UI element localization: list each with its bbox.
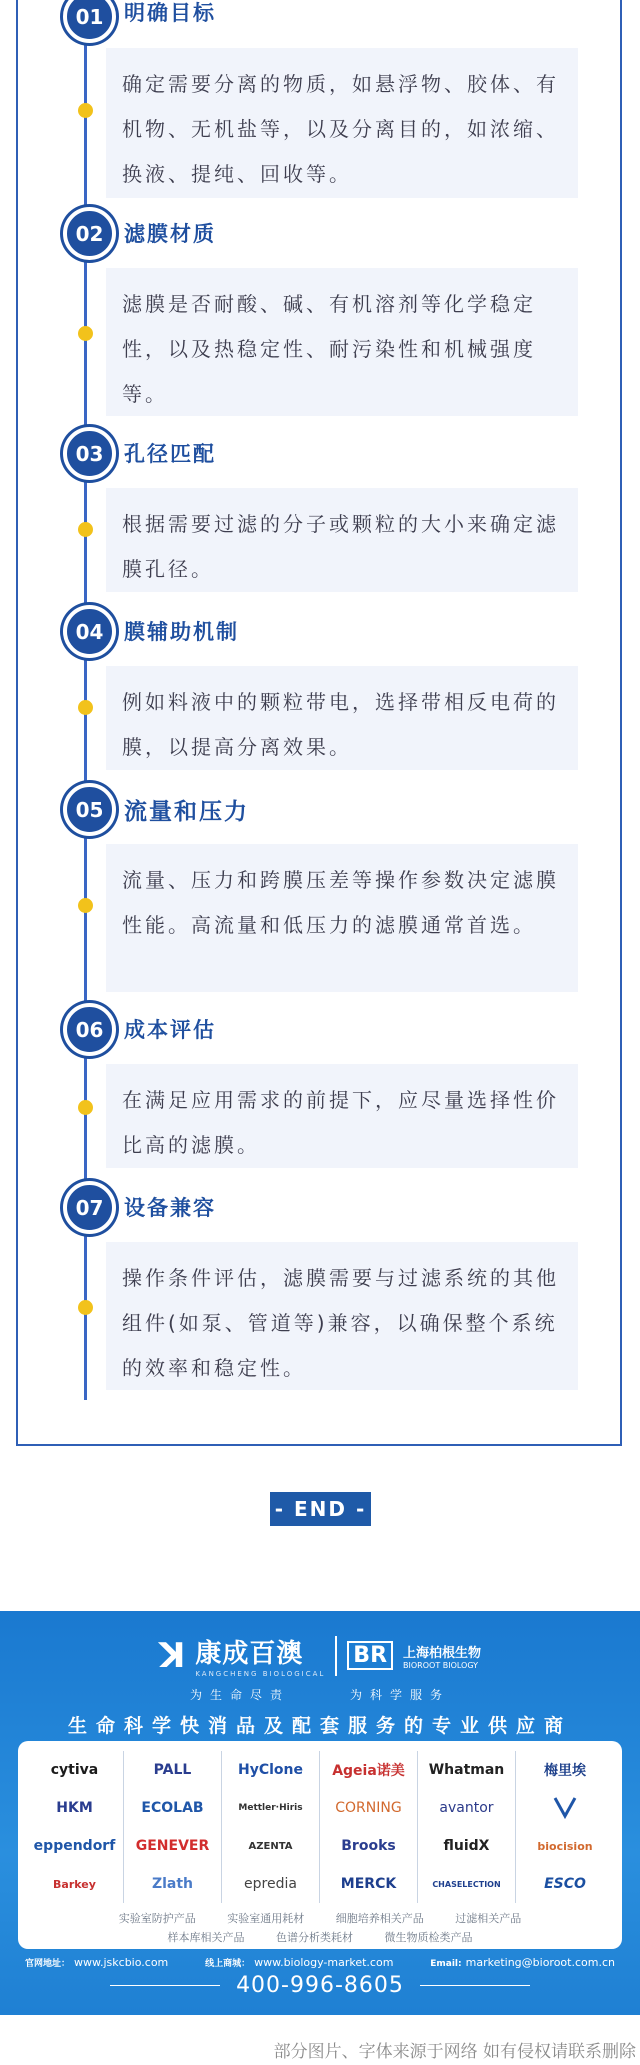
brand-logo: GENEVER [124,1827,222,1865]
brand-logo: CHASELECTION [418,1865,516,1903]
slogan [0,1686,640,1703]
brand-card [18,1741,622,1949]
end-label: - END - [270,1492,371,1526]
brand-logo [516,1789,614,1827]
brand-logo: biocision [537,1839,593,1853]
email-label: Email: [430,1959,462,1969]
step-number-badge: 02 [63,207,116,260]
step-card: 例如料液中的颗粒带电，选择带相反电荷的膜，以提高分离效果。 [106,666,578,770]
kangcheng-logo [195,1633,325,1678]
category-label: 实验室通用耗材 [227,1912,305,1925]
brand-logo: avantor [418,1789,516,1827]
bioroot-name: 上海柏根生物 [403,1645,482,1661]
email-link[interactable]: marketing@bioroot.com.cn [465,1956,615,1969]
step-number-badge: 07 [63,1181,116,1234]
step-card: 在满足应用需求的前提下，应尽量选择性价比高的滤膜。 [106,1064,578,1168]
step-title: 设备兼容 [124,1196,216,1220]
brand-logo: CORNING [320,1789,418,1827]
step-number-badge: 01 [63,0,116,43]
website-label: 官网地址： [25,1959,71,1969]
slogan-left: 为生命尽责 [189,1688,290,1702]
phone-row [0,1973,640,1998]
step-number-badge: 06 [63,1003,116,1056]
brand-logo: ESCO [544,1876,586,1892]
shop-info [205,1956,393,1969]
step-title: 流量和压力 [124,799,249,825]
brand-logo: HKM [26,1789,124,1827]
kangcheng-logo-icon: ꓘ [158,1635,186,1676]
brand-logo: AZENTA [222,1827,320,1865]
brand-logo: eppendorf [26,1827,124,1865]
step-card: 确定需要分离的物质，如悬浮物、胶体、有机物、无机盐等，以及分离目的，如浓缩、换液、提纯、回收等。 [106,48,578,198]
timeline-dot [78,103,93,118]
timeline-dot [78,1100,93,1115]
brand-logo: Brooks [320,1827,418,1865]
brand-grid [26,1751,614,1903]
brand-logo: cytiva [26,1751,124,1789]
step-title: 成本评估 [124,1018,216,1042]
step-title: 孔径匹配 [124,442,216,466]
step-title: 滤膜材质 [124,222,216,246]
shop-link[interactable]: www.biology-market.com [254,1956,394,1969]
step-card: 流量、压力和跨膜压差等操作参数决定滤膜性能。高流量和低压力的滤膜通常首选。 [106,844,578,992]
phone-number[interactable]: 400-996-8605 [236,1973,404,1998]
step-title: 膜辅助机制 [124,620,239,644]
brand-logo: fluidX [418,1827,516,1865]
bioroot-sub: BIOROOT BIOLOGY [403,1660,479,1670]
brand-logo: Zlath [124,1865,222,1903]
category-label: 色谱分析类耗材 [276,1931,353,1944]
brand-logo: Whatman [418,1751,516,1789]
step-number-badge: 04 [63,605,116,658]
logo-divider [335,1636,337,1676]
step-card: 根据需要过滤的分子或颗粒的大小来确定滤膜孔径。 [106,488,578,592]
brand-logo: HyClone [222,1751,320,1789]
brand-logo: Mettler·Hiris [222,1789,320,1827]
category-label: 细胞培养相关产品 [335,1912,424,1925]
bioroot-logo-mark: BR [347,1641,393,1670]
slogan-right: 为科学服务 [350,1688,451,1702]
kangcheng-sub: KANGCHENG BIOLOGICAL [195,1670,326,1678]
timeline-dot [78,898,93,913]
timeline-dot [78,1300,93,1315]
step-card: 滤膜是否耐酸、碱、有机溶剂等化学稳定性，以及热稳定性、耐污染性和机械强度等。 [106,268,578,416]
website-info [25,1956,168,1969]
step-card: 操作条件评估，滤膜需要与过滤系统的其他组件(如泵、管道等)兼容，以确保整个系统的效率和稳定性。 [106,1242,578,1390]
email-info [430,1956,615,1969]
footer-headline: 生命科学快消品及配套服务的专业供应商 [67,1715,572,1737]
step-number-badge: 05 [63,783,116,836]
timeline-dot [78,326,93,341]
website-link[interactable]: www.jskcbio.com [74,1956,169,1969]
step-number-badge: 03 [63,427,116,480]
divider [110,1985,220,1986]
logo-row [0,1633,640,1678]
brand-logo: PALL [124,1751,222,1789]
footer-banner [0,1611,640,2015]
kangcheng-name: 康成百澳 [195,1639,304,1669]
brand-logo: Ageia诺美 [320,1751,418,1789]
timeline-dot [78,700,93,715]
category-label: 过滤相关产品 [455,1912,522,1925]
category-label: 微生物质检类产品 [384,1931,473,1944]
contact-row [0,1956,640,1969]
category-label: 实验室防护产品 [118,1912,196,1925]
brand-mark-icon [552,1794,578,1822]
brand-logo: Barkey [26,1865,124,1903]
category-label: 样本库相关产品 [167,1931,245,1944]
brand-logo: MERCK [320,1865,418,1903]
divider [420,1985,530,1986]
bioroot-logo [403,1642,481,1670]
step-title: 明确目标 [124,1,216,25]
brand-logo: epredia [222,1865,320,1903]
timeline-dot [78,522,93,537]
brand-logo: ECOLAB [124,1789,222,1827]
disclaimer-text: 部分图片、字体来源于网络 如有侵权请联系删除 [273,2042,636,2062]
shop-label: 线上商城： [205,1959,251,1969]
product-categories [18,1909,622,1947]
brand-logo: 梅里埃 [544,1763,586,1779]
